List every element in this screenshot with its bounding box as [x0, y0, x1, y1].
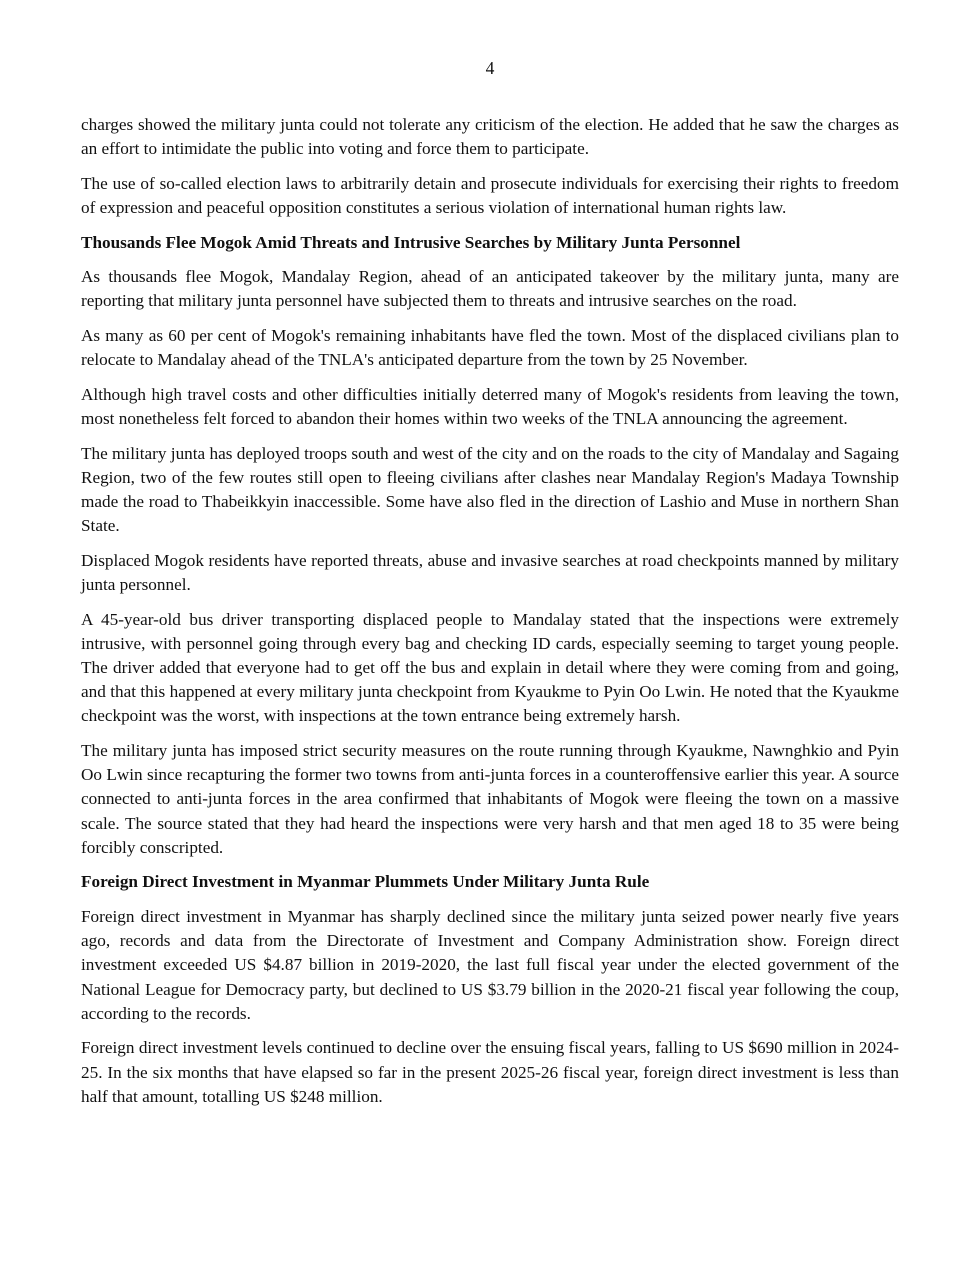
paragraph: The military junta has deployed troops south and west of the city and on the roads to the city of Mandalay and Sagaing Region, two of the few routes still open to fleeing civilians after clashes near Mandalay Region's Madaya Township made the road to Thabeikkyin inaccessible. Some have also fled in the direction of Lashio and Muse in northern Shan State. [81, 443, 899, 536]
paragraph: As many as 60 per cent of Mogok's remaining inhabitants have fled the town. Most of the displaced civilians plan to relocate to Mandalay ahead of the TNLA's anticipated departure from the town by 25 November. [81, 325, 899, 370]
paragraph: The military junta has imposed strict security measures on the route running through Kyaukme, Nawnghkio and Pyin Oo Lwin since recapturing the former two towns from anti-junta forces in a counteroffensive earlier this year. A source connected to anti-junta forces in the area confirmed that inhabitants of Mogok were fleeing the town on a massive scale. The source stated that they had heard the inspections were very harsh and that men aged 18 to 35 were being forcibly conscripted. [81, 740, 899, 857]
paragraph: charges showed the military junta could not tolerate any criticism of the election. He added that he saw the charges as an effort to intimidate the public into voting and force them to participate. [81, 115, 899, 159]
paragraph: Foreign direct investment in Myanmar has sharply declined since the military junta seized power nearly five years ago, records and data from the Directorate of Investment and Company Administration show. Foreign direct investment exceeded US $4.87 billion in 2019-2020, the last full fiscal year under the elected government of the National League for Democracy party, but declined to US $3.79 billion in the 2020-21 fiscal year following the coup, according to the records. [81, 906, 899, 1023]
document-page [81, 56, 899, 1119]
page-number: 4 [485, 58, 495, 78]
paragraph: Foreign direct investment levels continued to decline over the ensuing fiscal years, falling to US $690 million in 2024-25. In the six months that have elapsed so far in the present 2025-26 fiscal year, foreign direct investment is less than half that amount, totalling US $248 million. [81, 1038, 899, 1106]
paragraph: Although high travel costs and other difficulties initially deterred many of Mogok's residents from leaving the town, most nonetheless felt forced to abandon their homes within two weeks of the TNLA announcing the agreement. [81, 384, 899, 428]
paragraph: The use of so-called election laws to arbitrarily detain and prosecute individuals for exercising their rights to freedom of expression and peaceful opposition constitutes a serious violation of international human rights law. [81, 173, 899, 217]
paragraph: A 45-year-old bus driver transporting displaced people to Mandalay stated that the inspections were extremely intrusive, with personnel going through every bag and checking ID cards, especially seeming to target young people. The driver added that everyone had to get off the bus and explain in detail where they were coming from and going, and that this happened at every military junta checkpoint from Kyaukme to Pyin Oo Lwin. He noted that the Kyaukme checkpoint was the worst, with inspections at the town entrance being extremely harsh. [81, 609, 899, 726]
section-heading: Thousands Flee Mogok Amid Threats and Intrusive Searches by Military Junta Personnel [81, 232, 741, 252]
section-heading: Foreign Direct Investment in Myanmar Plummets Under Military Junta Rule [81, 872, 650, 892]
paragraph: As thousands flee Mogok, Mandalay Region, ahead of an anticipated takeover by the military junta, many are reporting that military junta personnel have subjected them to threats and intrusive searches on the road. [81, 267, 899, 311]
paragraph: Displaced Mogok residents have reported threats, abuse and invasive searches at road checkpoints manned by military junta personnel. [81, 550, 899, 594]
